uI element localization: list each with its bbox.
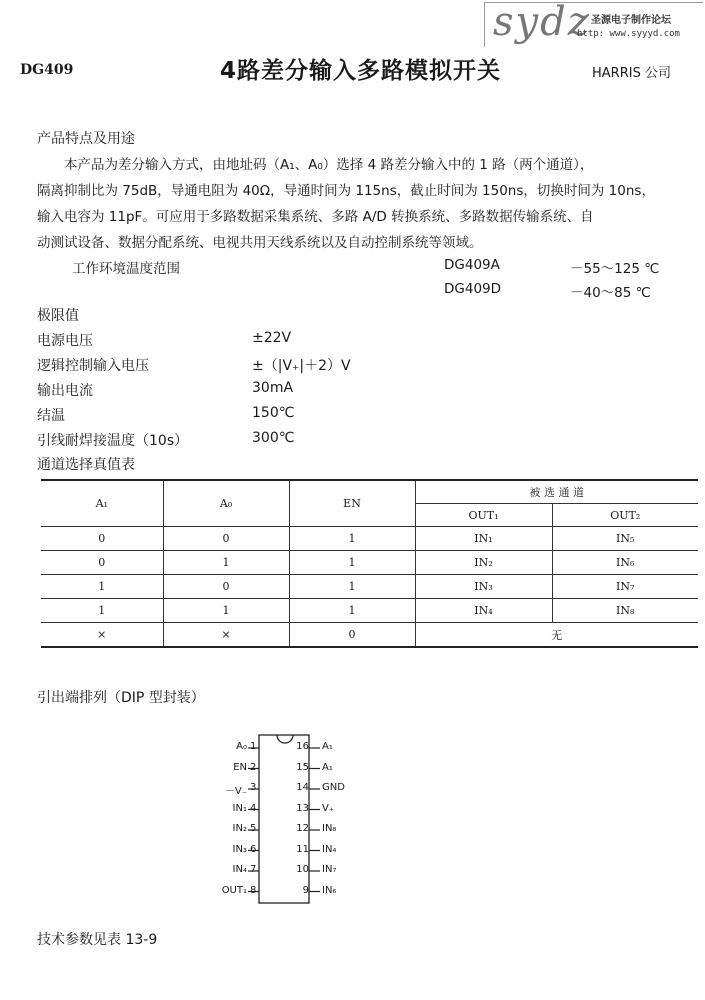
header-selected-channel: 被 选 通 道 xyxy=(415,480,698,504)
truth-table-heading: 通道选择真值表 xyxy=(37,457,135,473)
pin-number: 14 xyxy=(296,782,309,793)
pin-name: EN xyxy=(233,761,247,773)
features-line: 动测试设备、数据分配系统、电视共用天线系统以及自动控制系统等领域。 xyxy=(37,235,483,251)
temp-model: DG409A xyxy=(444,257,500,273)
temp-range: －40～85 ℃ xyxy=(570,285,651,301)
pin-name: IN₆ xyxy=(322,884,337,896)
pin-name: A₁ xyxy=(322,741,333,752)
limits-heading: 极限值 xyxy=(37,308,79,324)
pin-name: IN₁ xyxy=(232,802,247,814)
pin-number: 15 xyxy=(296,761,309,773)
cell-a1: 1 xyxy=(41,575,163,599)
cell-a0: 0 xyxy=(163,527,289,551)
limit-name: 引线耐焊接温度（10s） xyxy=(37,433,189,449)
pin-number: 2 xyxy=(250,761,257,773)
header-a1: A₁ xyxy=(41,480,163,527)
watermark-logo-text: sydz xyxy=(493,0,591,45)
cell-a1: 1 xyxy=(41,599,163,623)
features-heading: 产品特点及用途 xyxy=(37,131,135,147)
cell-en: 1 xyxy=(289,527,415,551)
pin-name: IN₇ xyxy=(322,864,337,875)
limit-name: 逻辑控制输入电压 xyxy=(37,358,149,374)
pin-name: A₁ xyxy=(322,761,333,773)
pin-number: 10 xyxy=(296,864,309,875)
pin-number: 5 xyxy=(250,823,257,834)
cell-a0: 1 xyxy=(163,551,289,575)
temp-range-label: 工作环境温度范围 xyxy=(72,261,180,277)
limit-value: ±（|V₊|＋2）V xyxy=(252,358,351,374)
pin-name: IN₃ xyxy=(232,843,247,855)
watermark-url: http: www.syyyd.com xyxy=(577,29,680,39)
cell-a0: × xyxy=(163,623,289,648)
pin-name: IN₈ xyxy=(322,823,337,834)
limit-name: 结温 xyxy=(37,408,65,424)
limit-value: 150℃ xyxy=(252,405,295,421)
cell-out2: IN₈ xyxy=(552,599,698,623)
limit-value: 300℃ xyxy=(252,430,295,446)
limit-value: 30mA xyxy=(252,380,294,396)
cell-en: 1 xyxy=(289,575,415,599)
footer-note: 技术参数见表 13-9 xyxy=(37,932,158,948)
pin-number: 9 xyxy=(302,884,309,896)
cell-en: 1 xyxy=(289,551,415,575)
pin-number: 13 xyxy=(296,802,309,814)
cell-out1: IN₄ xyxy=(415,599,552,623)
cell-out2: IN₆ xyxy=(552,551,698,575)
cell-a1: 0 xyxy=(41,551,163,575)
watermark-forum-name: 圣源电子制作论坛 xyxy=(591,15,671,26)
cell-out1: IN₂ xyxy=(415,551,552,575)
header-out2: OUT₂ xyxy=(552,504,698,527)
pin-name: OUT₁ xyxy=(221,884,247,896)
pin-name: －V₋ xyxy=(224,786,247,797)
pin-number: 11 xyxy=(296,843,309,855)
pin1-notch xyxy=(277,735,293,743)
temp-model: DG409D xyxy=(444,281,502,297)
cell-out1: IN₁ xyxy=(415,527,552,551)
pin-name: GND xyxy=(322,782,345,793)
limit-value: ±22V xyxy=(252,330,292,346)
pin-number: 4 xyxy=(250,802,257,814)
pin-number: 8 xyxy=(250,884,257,896)
features-line: 本产品为差分输入方式，由地址码（A₁、A₀）选择 4 路差分输入中的 1 路（两个通道）， xyxy=(37,157,594,173)
chip-body xyxy=(259,735,309,903)
header-en: EN xyxy=(289,480,415,527)
pin-number: 6 xyxy=(250,843,257,855)
pin-number: 12 xyxy=(296,823,309,834)
pin-name: A₀ xyxy=(236,741,247,752)
model-number: DG409 xyxy=(20,62,74,78)
cell-a0: 0 xyxy=(163,575,289,599)
pin-number: 3 xyxy=(250,782,257,793)
manufacturer: HARRIS 公司 xyxy=(592,66,671,81)
temp-range: －55～125 ℃ xyxy=(570,261,660,277)
cell-en: 1 xyxy=(289,599,415,623)
limit-name: 电源电压 xyxy=(37,333,93,349)
header-out1: OUT₁ xyxy=(415,504,552,527)
pin-name: IN₂ xyxy=(232,823,247,834)
features-line: 输入电容为 11pF。可应用于多路数据采集系统、多路 A/D 转换系统、多路数据传输系统、自 xyxy=(37,209,594,225)
header-a0: A₀ xyxy=(163,480,289,527)
cell-none: 无 xyxy=(415,623,698,648)
cell-a0: 1 xyxy=(163,599,289,623)
page-title: 4路差分输入多路模拟开关 xyxy=(220,58,502,84)
cell-en: 0 xyxy=(289,623,415,648)
pin-name: V₊ xyxy=(322,802,335,814)
features-line: 隔离抑制比为 75dB，导通电阻为 40Ω，导通时间为 115ns，截止时间为 150ns，切换时间为 10ns， xyxy=(37,183,655,199)
cell-out2: IN₅ xyxy=(552,527,698,551)
pin-number: 7 xyxy=(250,864,257,875)
pin-name: IN₄ xyxy=(322,843,337,855)
pinout-heading: 引出端排列（DIP 型封装） xyxy=(37,690,205,706)
pin-name: IN₄ xyxy=(232,864,247,875)
pin-number: 16 xyxy=(296,741,309,752)
limit-name: 输出电流 xyxy=(37,383,93,399)
cell-a1: 0 xyxy=(41,527,163,551)
cell-out1: IN₃ xyxy=(415,575,552,599)
cell-a1: × xyxy=(41,623,163,648)
cell-out2: IN₇ xyxy=(552,575,698,599)
pin-number: 1 xyxy=(250,741,257,752)
